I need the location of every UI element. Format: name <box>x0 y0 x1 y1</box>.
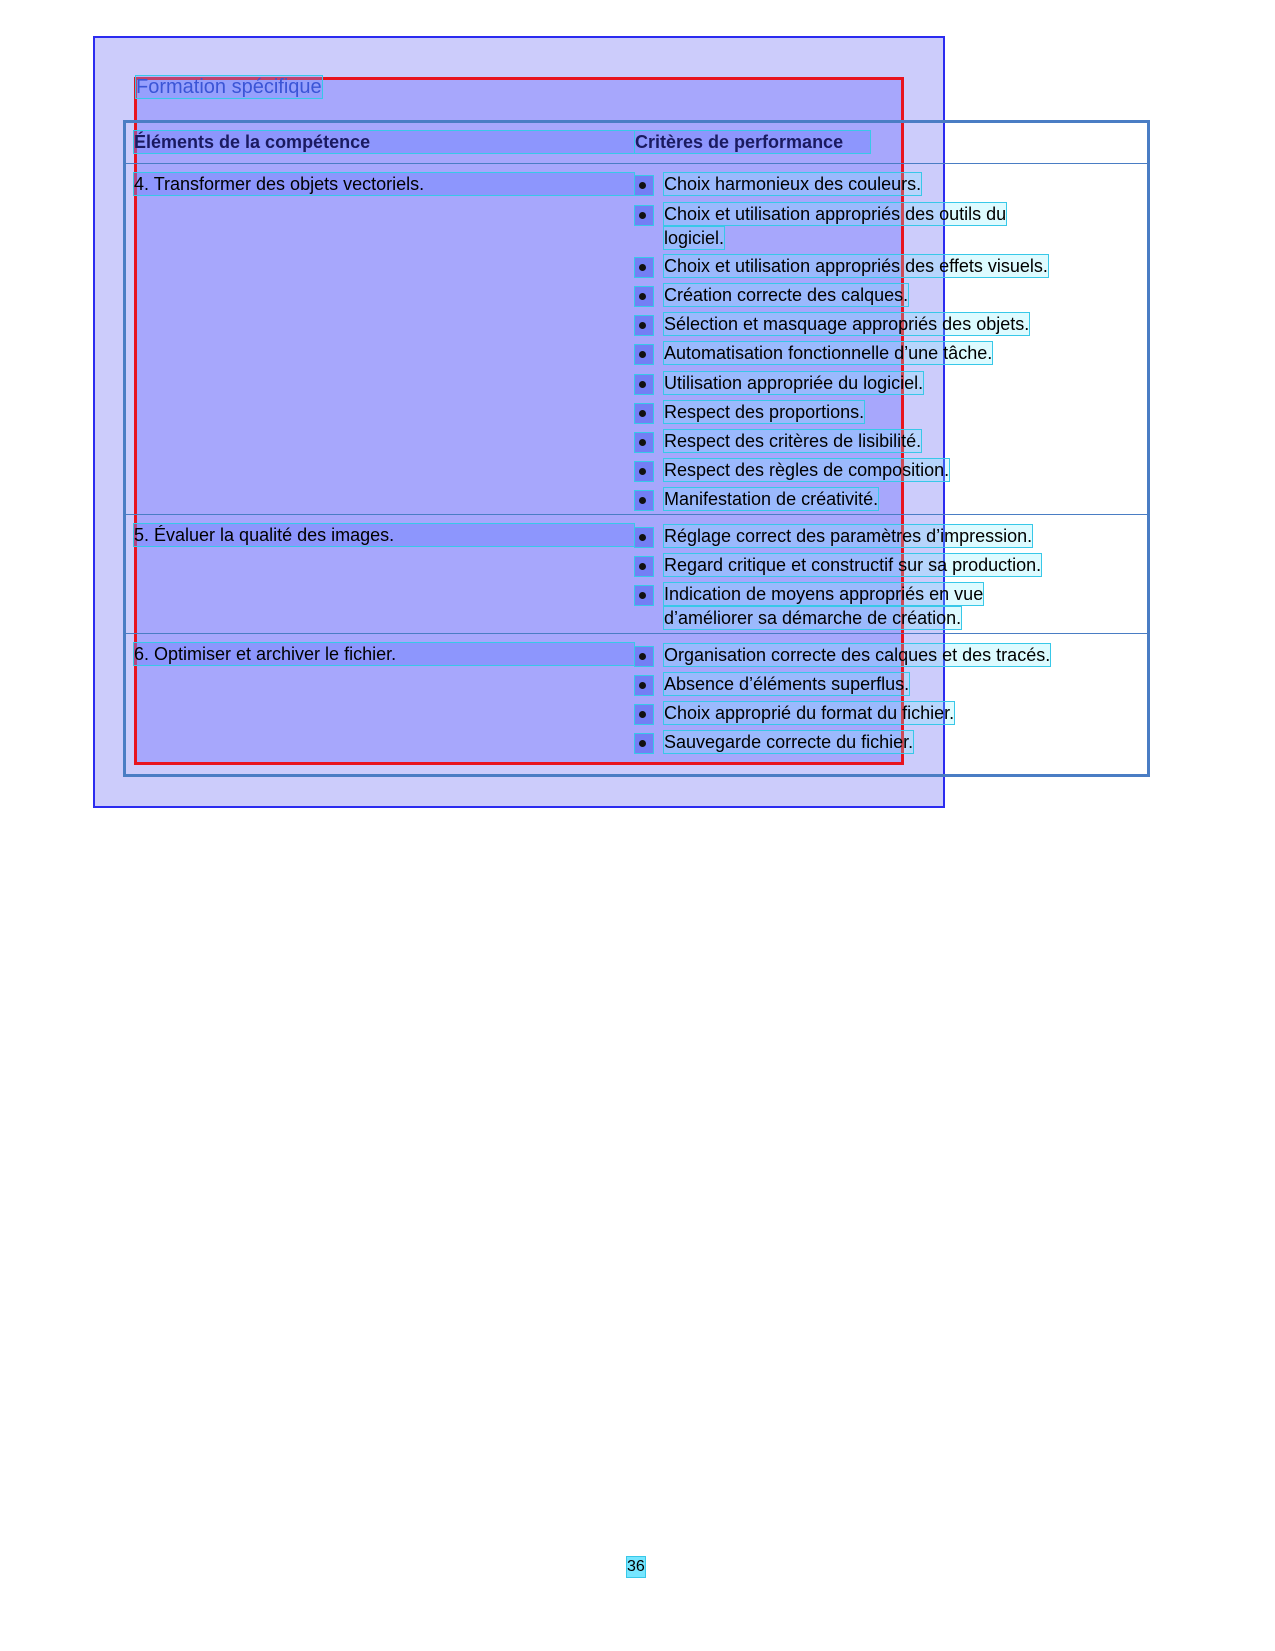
criterion-item: Organisation correcte des calques et des tracés. <box>664 645 1051 665</box>
bullet-icon <box>635 433 653 452</box>
bullet-icon <box>635 528 653 547</box>
header-criteres: Critères de performance <box>635 131 870 153</box>
bullet-icon <box>635 206 653 225</box>
criterion-item: Choix et utilisation appropriés des outils du <box>664 204 1007 224</box>
header-elements: Éléments de la compétence <box>134 131 634 153</box>
element-4: 4. Transformer des objets vectoriels. <box>134 173 634 195</box>
bullet-icon <box>635 404 653 423</box>
bullet-icon <box>635 176 653 195</box>
criterion-item: Sauvegarde correcte du fichier. <box>664 732 914 752</box>
criterion-item: Indication de moyens appropriés en vue <box>664 584 984 604</box>
table-header-divider <box>125 163 1148 164</box>
bullet-icon <box>635 586 653 605</box>
criterion-item: Choix harmonieux des couleurs. <box>664 174 922 194</box>
criterion-item: Choix approprié du format du fichier. <box>664 703 955 723</box>
criterion-item: Manifestation de créativité. <box>664 489 879 509</box>
section-title: Formation spécifique <box>136 76 322 98</box>
bullet-icon <box>635 375 653 394</box>
criterion-item: Réglage correct des paramètres d’impression. <box>664 526 1033 546</box>
bullet-icon <box>635 705 653 724</box>
bullet-icon <box>635 258 653 277</box>
element-5: 5. Évaluer la qualité des images. <box>134 524 634 546</box>
table-row-divider <box>125 633 1148 634</box>
criterion-item: Création correcte des calques. <box>664 285 909 305</box>
bullet-icon <box>635 557 653 576</box>
criterion-item: Regard critique et constructif sur sa production. <box>664 555 1042 575</box>
bullet-icon <box>635 462 653 481</box>
bullet-icon <box>635 491 653 510</box>
criterion-item: Respect des règles de composition. <box>664 460 950 480</box>
criterion-item-continued: d’améliorer sa démarche de création. <box>664 608 962 628</box>
bullet-icon <box>635 734 653 753</box>
bullet-icon <box>635 676 653 695</box>
bullet-icon <box>635 316 653 335</box>
bullet-icon <box>635 345 653 364</box>
bullet-icon <box>635 287 653 306</box>
criterion-item: Respect des proportions. <box>664 402 865 422</box>
criterion-item: Utilisation appropriée du logiciel. <box>664 373 924 393</box>
criterion-item: Automatisation fonctionnelle d’une tâche. <box>664 343 993 363</box>
criterion-item: Absence d’éléments superflus. <box>664 674 910 694</box>
bullet-icon <box>635 647 653 666</box>
element-6: 6. Optimiser et archiver le fichier. <box>134 643 634 665</box>
criterion-item: Respect des critères de lisibilité. <box>664 431 922 451</box>
criterion-item: Sélection et masquage appropriés des objets. <box>664 314 1030 334</box>
criterion-item-continued: logiciel. <box>664 228 725 248</box>
criterion-item: Choix et utilisation appropriés des effets visuels. <box>664 256 1048 276</box>
page-number: 36 <box>627 1558 645 1575</box>
table-row-divider <box>125 514 1148 515</box>
